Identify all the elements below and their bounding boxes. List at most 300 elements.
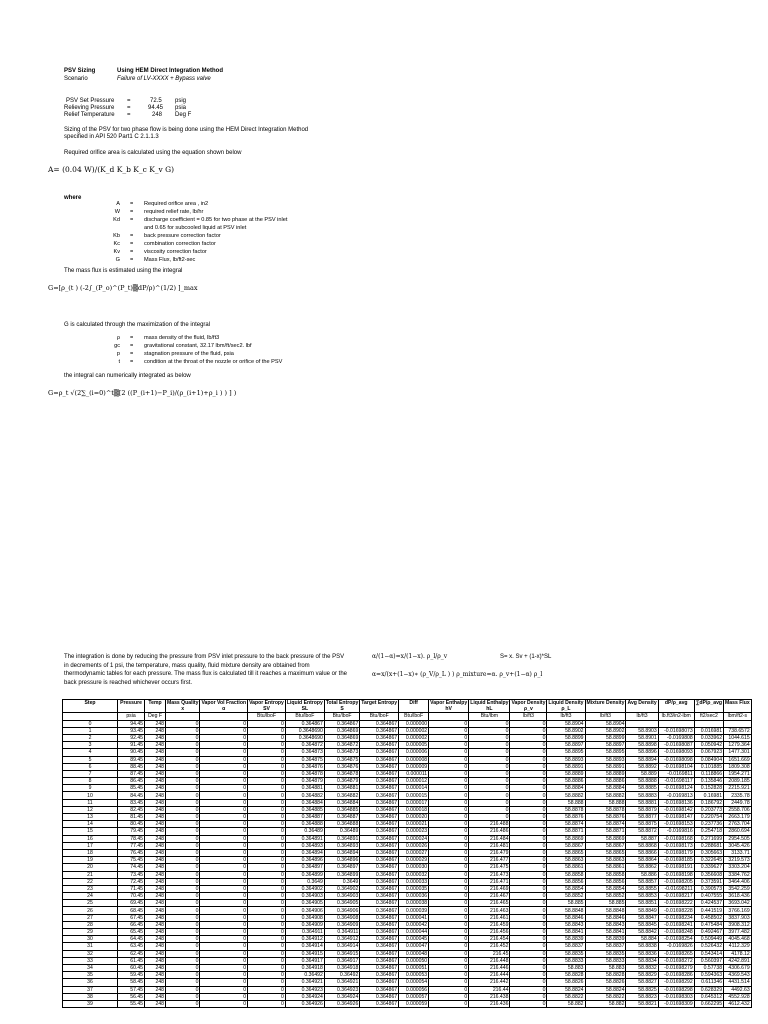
table-cell: 0.645312	[694, 993, 723, 1000]
table-cell: 58.8821	[626, 1000, 658, 1007]
table-cell: 24	[63, 893, 118, 900]
table-cell: 58.8891	[585, 763, 626, 770]
column-symbol	[399, 706, 429, 713]
table-cell: 0.364867	[360, 936, 399, 943]
table-cell: -0.01698279	[658, 964, 694, 971]
var-symbol: Kd	[113, 217, 120, 223]
table-cell: 248	[145, 814, 166, 821]
table-cell: 58.8893	[585, 756, 626, 763]
table-cell: 0.364887	[324, 814, 359, 821]
column-unit: lb/ft3	[585, 713, 626, 720]
table-cell: 0	[200, 849, 248, 856]
table-cell: 0.152828	[694, 785, 723, 792]
column-header: Liquid Entropy	[286, 700, 323, 707]
table-cell: 0	[248, 929, 286, 936]
table-cell: 58.8893	[547, 756, 585, 763]
table-cell: 58.8902	[585, 727, 626, 734]
table-cell: 0	[166, 842, 200, 849]
table-cell: -0.0169826	[658, 943, 694, 950]
table-cell: 0.000056	[399, 986, 429, 993]
table-cell: 36	[63, 979, 118, 986]
table-cell: 0	[510, 864, 547, 871]
table-row	[63, 907, 752, 914]
table-cell: 0.364867	[360, 943, 399, 950]
table-cell: 0	[200, 799, 248, 806]
table-cell: 0	[166, 756, 200, 763]
table-cell: 0.364867	[360, 799, 399, 806]
column-unit: psia	[118, 713, 145, 720]
table-cell: 0.364921	[285, 979, 324, 986]
table-cell: 58.8837	[585, 943, 626, 950]
table-cell: 0.000008	[399, 756, 429, 763]
table-cell: 0	[166, 885, 200, 892]
table-cell: 0.000000	[399, 720, 429, 727]
table-cell: 3045.426	[724, 842, 752, 849]
table-cell: 0	[166, 799, 200, 806]
column-symbol: S	[324, 706, 359, 713]
param-value: 248	[152, 112, 163, 118]
table-cell: 0.000041	[399, 914, 429, 921]
table-cell: 90.45	[118, 749, 145, 756]
table-cell: -0.01698124	[658, 785, 694, 792]
table-cell: 0.364867	[360, 756, 399, 763]
var-eq: =	[130, 249, 134, 255]
var-symbol: A	[116, 201, 120, 207]
table-cell: 58.8835	[547, 950, 585, 957]
table-cell: 0.000059	[399, 1000, 429, 1007]
title-label: PSV Sizing	[64, 68, 96, 74]
table-cell: 0	[510, 842, 547, 849]
var-symbol: Kc	[113, 241, 120, 247]
table-cell: 216.484	[469, 835, 510, 842]
table-cell: 0	[166, 720, 200, 727]
table-cell: 0	[510, 770, 547, 777]
column-unit: lbm/ft2-s	[724, 713, 752, 720]
table-cell: 0.203773	[694, 806, 723, 813]
var-desc: Required orifice area , in2	[144, 201, 209, 207]
table-cell: 58.8847	[626, 914, 658, 921]
table-cell: 0	[248, 1000, 286, 1007]
table-cell: 248	[145, 727, 166, 734]
table-cell: 0.000011	[399, 770, 429, 777]
table-row	[63, 972, 752, 979]
table-cell: 0	[200, 778, 248, 785]
table-row	[63, 957, 752, 964]
table-row	[63, 806, 752, 813]
table-cell: 26	[63, 907, 118, 914]
table-cell: 0.560397	[694, 957, 723, 964]
table-cell: 58.887	[626, 835, 658, 842]
table-cell: 4431.514	[724, 979, 752, 986]
table-cell: 0.016981	[694, 727, 723, 734]
table-cell: 0	[429, 979, 469, 986]
table-cell: 0	[166, 763, 200, 770]
var-desc: condition at the throat of the nozzle or orifice of the PSV	[144, 359, 283, 365]
table-cell: 3384.762	[724, 871, 752, 878]
table-cell: 0.067923	[694, 749, 723, 756]
table-cell: 0	[200, 871, 248, 878]
table-cell: 58.8861	[547, 864, 585, 871]
table-cell: 0.364876	[285, 763, 324, 770]
table-cell: 0	[429, 849, 469, 856]
table-cell: 0	[429, 792, 469, 799]
table-cell: 0.475484	[694, 921, 723, 928]
table-cell: 20	[63, 864, 118, 871]
table-cell: -0.01698272	[658, 957, 694, 964]
table-cell: 1477.301	[724, 749, 752, 756]
table-row	[63, 871, 752, 878]
table-cell: 0	[248, 864, 286, 871]
mixture-density-equation: α=x/(x+(1−x)∗ (ρ_V/ρ_L ) ) ρ_mixture=α. ρ_v+(1−α) ρ_l	[372, 671, 543, 678]
table-cell: 0	[429, 972, 469, 979]
table-cell: 0	[200, 814, 248, 821]
table-row	[63, 792, 752, 799]
table-cell: 58.882	[585, 1000, 626, 1007]
table-cell: 58.888	[547, 799, 585, 806]
table-cell: 2089.185	[724, 778, 752, 785]
var-eq: =	[130, 343, 134, 349]
table-cell: 58.884	[626, 936, 658, 943]
table-cell: 0	[429, 885, 469, 892]
table-cell: 0	[510, 964, 547, 971]
table-cell: 58.8904	[585, 720, 626, 727]
table-cell: 58.8852	[585, 893, 626, 900]
table-cell: 86.45	[118, 778, 145, 785]
table-cell: 11	[63, 799, 118, 806]
param-name: Relief Temperature	[64, 112, 115, 118]
table-cell: 63.45	[118, 943, 145, 950]
table-cell: 216.452	[469, 943, 510, 950]
table-cell: 0	[200, 821, 248, 828]
table-cell: 83.45	[118, 799, 145, 806]
table-cell: 0.628329	[694, 986, 723, 993]
table-cell: 248	[145, 821, 166, 828]
table-cell: 248	[145, 957, 166, 964]
table-cell: 4306.679	[724, 964, 752, 971]
column-header: Vapor Entropy	[249, 700, 284, 707]
table-cell: 0.36492	[324, 972, 359, 979]
table-cell: 0.364867	[360, 964, 399, 971]
table-cell: 0.364867	[360, 878, 399, 885]
table-cell: 0	[510, 727, 547, 734]
table-cell: 58.8871	[547, 828, 585, 835]
table-cell: 0	[248, 720, 286, 727]
table-cell: 0	[429, 914, 469, 921]
var-desc: back pressure correction factor	[144, 233, 221, 239]
var-desc: discharge coefficient = 0.85 for two phase at the PSV inlet	[144, 217, 288, 223]
table-cell: 66.45	[118, 921, 145, 928]
table-cell: 0.364867	[360, 993, 399, 1000]
table-cell: 0	[248, 878, 286, 885]
table-cell: 0	[248, 849, 286, 856]
table-cell: 21	[63, 871, 118, 878]
table-cell: 2	[63, 734, 118, 741]
table-cell: 33	[63, 957, 118, 964]
table-cell: 58.8875	[626, 821, 658, 828]
table-cell: 0	[248, 921, 286, 928]
table-cell: 0.390573	[694, 885, 723, 892]
table-cell: 0.364867	[360, 734, 399, 741]
table-cell: 4178.12	[724, 950, 752, 957]
table-cell: 0.364909	[285, 921, 324, 928]
table-cell: 58.8865	[585, 849, 626, 856]
table-cell: 0	[200, 957, 248, 964]
table-cell: 58.8822	[547, 993, 585, 1000]
table-cell: 58.8836	[626, 950, 658, 957]
table-cell: 0.364867	[360, 986, 399, 993]
column-unit	[63, 713, 118, 720]
table-cell: 2335.78	[724, 792, 752, 799]
table-cell: 0.000017	[399, 799, 429, 806]
table-cell: 0	[248, 734, 286, 741]
table-cell: 0	[248, 900, 286, 907]
table-cell: 0	[248, 821, 286, 828]
table-cell: 1044.615	[724, 734, 752, 741]
table-cell: 58.8846	[547, 914, 585, 921]
var-symbol: W	[114, 209, 120, 215]
table-cell: 0	[510, 957, 547, 964]
table-cell: 0.364923	[324, 986, 359, 993]
table-row	[63, 849, 752, 856]
table-cell: 0	[200, 900, 248, 907]
column-symbol: SL	[285, 706, 324, 713]
table-cell: 4	[63, 749, 118, 756]
table-cell: 248	[145, 993, 166, 1000]
table-cell	[694, 720, 723, 727]
var-symbol: gc	[114, 343, 120, 349]
table-cell: 0.000014	[399, 785, 429, 792]
table-row	[63, 785, 752, 792]
table-cell: 0.000026	[399, 842, 429, 849]
table-cell: 216.459	[469, 921, 510, 928]
column-unit: Btu/lboF	[248, 713, 286, 720]
table-cell: 0.254718	[694, 828, 723, 835]
table-cell: 0	[248, 727, 286, 734]
table-cell: 0	[166, 943, 200, 950]
table-cell: 0.364924	[324, 993, 359, 1000]
table-cell: 58.8841	[585, 929, 626, 936]
table-cell: 0	[200, 857, 248, 864]
table-row	[63, 727, 752, 734]
table-cell: 0.364867	[360, 849, 399, 856]
table-cell: 58.8891	[547, 763, 585, 770]
intro-line1: Sizing of the PSV for two phase flow is being done using the HEM Direct Integration Method	[64, 127, 309, 133]
table-row	[63, 720, 752, 727]
table-cell: 32	[63, 950, 118, 957]
table-cell: 0.364897	[285, 864, 324, 871]
table-cell: 58.8833	[547, 957, 585, 964]
var-eq: =	[130, 257, 134, 263]
table-cell: 0	[429, 929, 469, 936]
table-cell: 58.8876	[547, 814, 585, 821]
table-cell: 0.118866	[694, 770, 723, 777]
table-cell: 58.8874	[547, 821, 585, 828]
table-cell: 0.364893	[324, 842, 359, 849]
table-cell: 35	[63, 972, 118, 979]
table-cell: 58.8884	[547, 785, 585, 792]
table-cell: 3908.312	[724, 921, 752, 928]
method-title: Using HEM Direct Integration Method	[117, 68, 224, 74]
table-cell: 0.364867	[360, 914, 399, 921]
table-cell: 248	[145, 936, 166, 943]
param-eq: =	[127, 112, 131, 118]
table-cell: 0.57738	[694, 964, 723, 971]
param-unit: Deg F	[175, 112, 192, 118]
table-cell: 0.364867	[360, 778, 399, 785]
table-cell: 0	[166, 921, 200, 928]
table-cell: 57.45	[118, 986, 145, 993]
table-cell: 58.8889	[547, 770, 585, 777]
param-name: Relieving Pressure	[64, 105, 115, 111]
table-cell: 0	[166, 878, 200, 885]
table-cell: 248	[145, 785, 166, 792]
table-cell: 58.8852	[547, 893, 585, 900]
table-cell: -0.01698265	[658, 950, 694, 957]
table-cell: 0.364867	[360, 871, 399, 878]
table-cell: 0	[469, 734, 510, 741]
table-cell: 0	[200, 878, 248, 885]
table-cell: 58.8884	[585, 785, 626, 792]
table-cell: 0	[429, 842, 469, 849]
table-cell: 0.364887	[285, 814, 324, 821]
table-header-row	[63, 700, 752, 707]
table-row	[63, 943, 752, 950]
table-cell: 0.364905	[285, 900, 324, 907]
table-cell: 0	[166, 900, 200, 907]
column-unit: Btu/lboF	[360, 713, 399, 720]
table-row	[63, 835, 752, 842]
table-cell: 0.000021	[399, 821, 429, 828]
table-cell: 58.886	[626, 871, 658, 878]
table-cell: 0.36489	[324, 828, 359, 835]
table-cell: 0	[200, 742, 248, 749]
table-cell: 0	[200, 929, 248, 936]
table-cell: 22	[63, 878, 118, 885]
table-cell: 73.45	[118, 871, 145, 878]
table-cell: 0	[248, 871, 286, 878]
table-cell: 0.364867	[324, 720, 359, 727]
table-cell: 0.3649	[285, 878, 324, 885]
table-cell: 0	[429, 907, 469, 914]
table-cell: 58.8839	[585, 936, 626, 943]
table-cell: 0.000039	[399, 907, 429, 914]
table-cell: 15	[63, 828, 118, 835]
column-unit: lb.ft3/in2-lbm	[658, 713, 694, 720]
table-cell: 216.471	[469, 878, 510, 885]
table-cell: 0.364881	[285, 785, 324, 792]
table-cell: 0.543414	[694, 950, 723, 957]
table-cell: 58.8866	[626, 849, 658, 856]
table-cell: 58.8854	[547, 885, 585, 892]
table-cell: 0.364867	[360, 921, 399, 928]
table-cell: 0.424537	[694, 900, 723, 907]
table-cell: 0.364875	[324, 756, 359, 763]
table-cell: 0.364915	[285, 950, 324, 957]
table-cell: 248	[145, 871, 166, 878]
alpha-equation: α/(1−α)=x/(1−x). ρ_l/ρ_v	[372, 653, 448, 660]
table-cell: 16	[63, 835, 118, 842]
table-cell: 0	[200, 893, 248, 900]
param-eq: =	[127, 98, 131, 104]
table-cell: 0.000050	[399, 957, 429, 964]
table-cell: 216.465	[469, 900, 510, 907]
table-cell: 75.45	[118, 857, 145, 864]
table-cell: -0.01698104	[658, 763, 694, 770]
table-cell: -0.01698168	[658, 835, 694, 842]
table-cell: 0	[429, 1000, 469, 1007]
table-cell: 0	[248, 857, 286, 864]
table-cell: 58.8867	[547, 842, 585, 849]
column-symbol	[694, 706, 723, 713]
param-eq: =	[127, 105, 131, 111]
table-cell: 0	[510, 878, 547, 885]
table-cell: 34	[63, 964, 118, 971]
table-cell: 216.475	[469, 864, 510, 871]
table-cell: 0	[166, 792, 200, 799]
table-cell: 0	[510, 742, 547, 749]
column-header: Diff	[399, 700, 429, 707]
table-cell: 248	[145, 950, 166, 957]
table-cell: 0	[166, 979, 200, 986]
table-row	[63, 864, 752, 871]
table-cell: 64.45	[118, 936, 145, 943]
table-cell: -0.01698147	[658, 814, 694, 821]
table-cell: 0	[469, 763, 510, 770]
table-row	[63, 814, 752, 821]
var-symbol: p	[116, 351, 120, 357]
table-cell: 0.458502	[694, 914, 723, 921]
table-cell: 248	[145, 929, 166, 936]
table-cell: 61.45	[118, 957, 145, 964]
table-cell: 0.000042	[399, 921, 429, 928]
table-cell: 3837.903	[724, 914, 752, 921]
table-row	[63, 821, 752, 828]
table-cell: 248	[145, 907, 166, 914]
table-cell: 0	[200, 986, 248, 993]
table-cell: 0	[469, 792, 510, 799]
table-cell: 0.000044	[399, 929, 429, 936]
table-cell: 0	[510, 792, 547, 799]
table-cell: 3	[63, 742, 118, 749]
table-cell: 0	[510, 799, 547, 806]
table-cell: 0	[166, 778, 200, 785]
table-cell: 0.237736	[694, 821, 723, 828]
table-cell: 0.364885	[285, 806, 324, 813]
table-cell: 80.45	[118, 821, 145, 828]
table-cell: 0	[248, 914, 286, 921]
table-cell: 0.000018	[399, 806, 429, 813]
table-cell: 248	[145, 742, 166, 749]
table-cell: 0	[429, 893, 469, 900]
table-cell: 0	[429, 835, 469, 842]
table-cell: 0.364867	[360, 720, 399, 727]
table-cell: 0	[469, 749, 510, 756]
table-cell: 58.8848	[547, 907, 585, 914]
table-cell: 0	[469, 756, 510, 763]
table-cell: 0.000009	[399, 763, 429, 770]
table-cell: 0.364912	[285, 936, 324, 943]
table-cell: 5	[63, 756, 118, 763]
table-cell: 248	[145, 986, 166, 993]
table-cell	[626, 720, 658, 727]
column-symbol: hV	[429, 706, 469, 713]
table-cell: 0	[200, 950, 248, 957]
table-cell: 0	[248, 778, 286, 785]
table-cell: 0.364912	[324, 936, 359, 943]
table-cell: 0.000045	[399, 936, 429, 943]
table-cell: 0.364899	[324, 871, 359, 878]
table-cell: 0	[166, 914, 200, 921]
